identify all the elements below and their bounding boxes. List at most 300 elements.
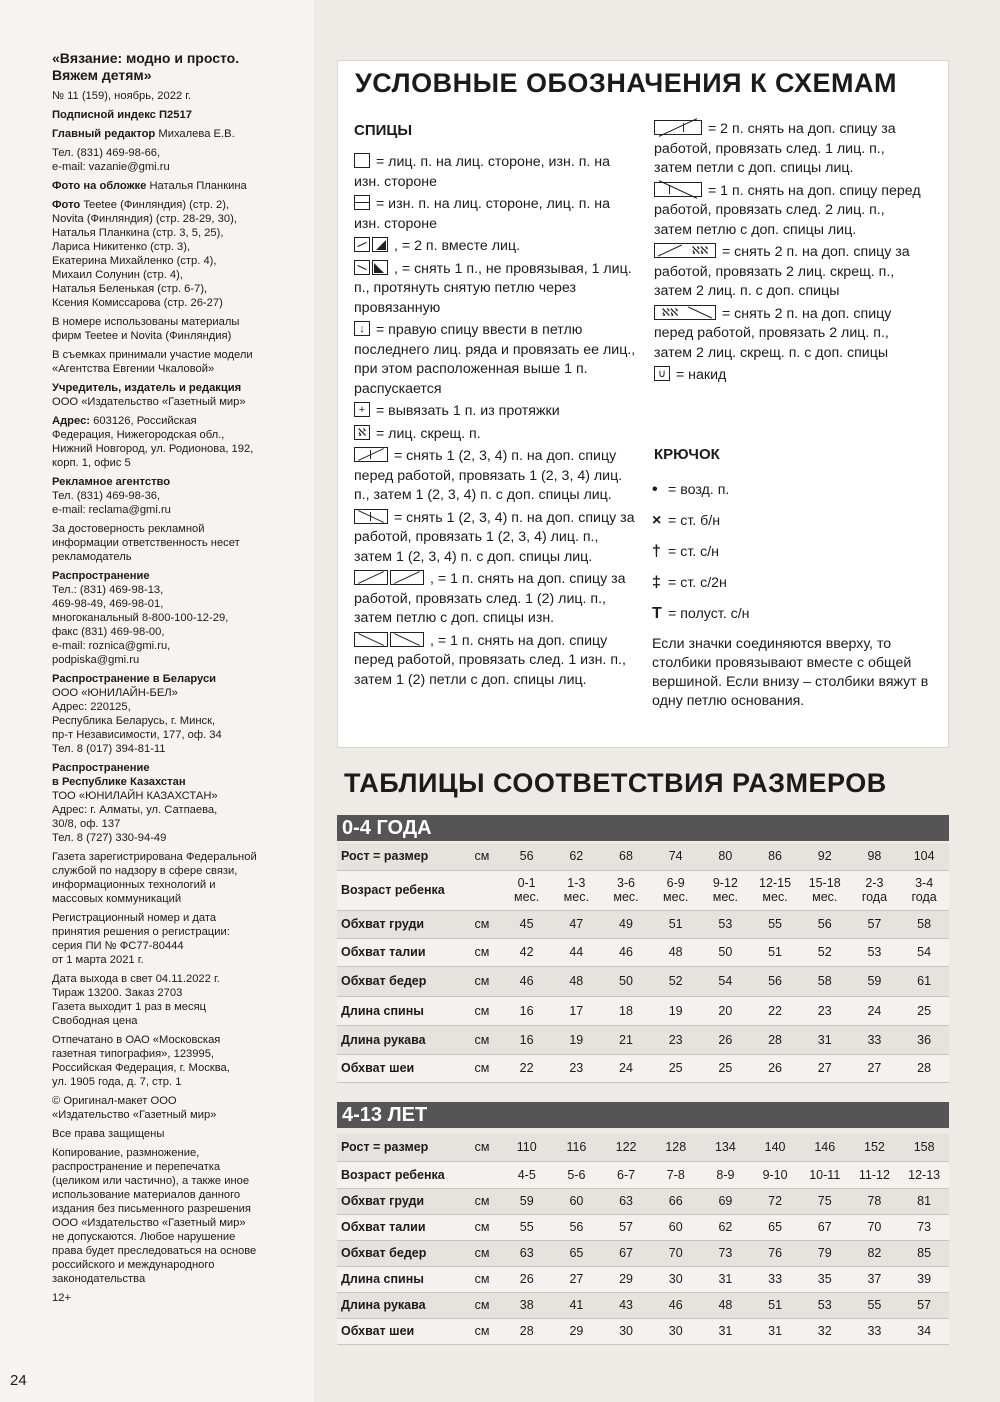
text-line: серия ПИ № ФС77-80444 bbox=[52, 940, 184, 952]
ad-agency-heading: Рекламное агентство bbox=[52, 476, 171, 488]
text-line: права будет преследоваться на основе bbox=[52, 1245, 257, 1257]
text-line: российского и международного bbox=[52, 1259, 215, 1271]
needles-heading: СПИЦЫ bbox=[354, 122, 413, 139]
text-line: Республика Беларусь, г. Минск, bbox=[52, 715, 216, 727]
legend-item bbox=[654, 366, 926, 386]
subscription-index: Подписной индекс П2517 bbox=[52, 109, 192, 121]
text-line: ООО «Издательство «Газетный мир» bbox=[52, 1217, 246, 1229]
table-cell: 26 bbox=[750, 1054, 800, 1082]
legend-item bbox=[354, 402, 636, 422]
cross-twisted-back-icon: ℵℵ bbox=[654, 243, 716, 258]
text-line: Регистрационный номер и дата bbox=[52, 912, 217, 924]
table-cell: 65 bbox=[750, 1214, 800, 1240]
text-line: Тел.: (831) 469-98-13, bbox=[52, 584, 164, 596]
table-cell: 15-18 мес. bbox=[800, 870, 850, 910]
address-line: Нижний Новгород, ул. Родионова, 192, bbox=[52, 443, 254, 455]
table-cell: 36 bbox=[899, 1025, 949, 1054]
row-label: Длина спины bbox=[337, 996, 462, 1025]
table-cell: 57 bbox=[601, 1214, 651, 1240]
table-cell: 42 bbox=[502, 938, 552, 966]
legend-item bbox=[354, 153, 636, 192]
rights-reserved: Все права защищены bbox=[52, 1128, 165, 1140]
table-cell: 98 bbox=[850, 843, 900, 870]
text-line: факс (831) 469-98-00, bbox=[52, 626, 165, 638]
legend-text: = ст. б/н bbox=[668, 513, 721, 529]
cable-front-icon bbox=[354, 447, 388, 462]
belarus-heading: Распространение в Беларуси bbox=[52, 673, 217, 685]
table-cell: 35 bbox=[800, 1266, 850, 1292]
row-unit: см bbox=[462, 1134, 502, 1161]
table-cell: 8-9 bbox=[701, 1161, 751, 1188]
table-cell: 51 bbox=[750, 1292, 800, 1318]
ad-agency-phone: Тел. (831) 469-98-36, bbox=[52, 490, 161, 502]
legend-item bbox=[654, 182, 926, 241]
table-cell: 22 bbox=[750, 996, 800, 1025]
legend-item bbox=[652, 542, 932, 562]
legend-item bbox=[354, 447, 636, 506]
table-cell: 50 bbox=[701, 938, 751, 966]
text-line: podpiska@gmi.ru bbox=[52, 654, 140, 666]
needles-legend-left bbox=[354, 153, 636, 693]
double-crochet-icon: † bbox=[652, 543, 661, 560]
legend-item bbox=[354, 570, 636, 629]
table-cell: 57 bbox=[850, 910, 900, 938]
text-line: Копирование, размножение, bbox=[52, 1147, 200, 1159]
row-unit: см bbox=[462, 1292, 502, 1318]
table-cell: 10-11 bbox=[800, 1161, 850, 1188]
legend-text: , = 2 п. вместе лиц. bbox=[393, 238, 521, 254]
single-crochet-icon: × bbox=[652, 512, 662, 529]
magazine-title: «Вязание: модно и просто. Вяжем детям» bbox=[52, 50, 240, 83]
table-cell: 20 bbox=[701, 996, 751, 1025]
table-cell: 62 bbox=[701, 1214, 751, 1240]
table-cell: 6-7 bbox=[601, 1161, 651, 1188]
table-cell: 19 bbox=[551, 1025, 601, 1054]
cover-photo-name: Наталья Планкина bbox=[149, 180, 247, 192]
belarus-block bbox=[52, 672, 284, 756]
legend-text: = снять 2 п. на доп. спицу за работой, провязать 2 лиц. скрещ. п., затем 2 лиц. п. с доп. спицы bbox=[654, 244, 910, 299]
ad-agency-block bbox=[52, 475, 284, 517]
legend-text: , = 1 п. снять на доп. спицу за работой, провязать след. 1 (2) лиц. п., затем петлю с доп. спицы изн. bbox=[354, 571, 626, 626]
k2tog-filled-icon bbox=[372, 237, 388, 252]
crochet-note: Если значки соединяются вверху, то столбики провязывают вместе с общей вершиной. Если внизу – столбики вяжут в одну петлю основания. bbox=[652, 636, 929, 709]
text-line: от 1 марта 2021 г. bbox=[52, 954, 144, 966]
cross-twisted-front-icon: ℵℵ bbox=[654, 305, 716, 320]
table-row bbox=[337, 910, 949, 938]
legend-item bbox=[652, 573, 932, 593]
table-cell: 86 bbox=[750, 843, 800, 870]
table-cell: 63 bbox=[502, 1240, 552, 1266]
cross-1-2-front-icon bbox=[654, 182, 702, 197]
legend-text: = изн. п. на лиц. стороне, лиц. п. на изн. стороне bbox=[354, 196, 610, 232]
table-cell: 152 bbox=[850, 1134, 900, 1161]
table-cell: 22 bbox=[502, 1054, 552, 1082]
row-unit bbox=[462, 870, 502, 910]
ssk-icon bbox=[354, 260, 370, 275]
table-cell: 122 bbox=[601, 1134, 651, 1161]
legend-item bbox=[354, 425, 636, 445]
legend-text: = 1 п. снять на доп. спицу перед работой, провязать след. 2 лиц. п., затем петлю с доп. спицы лиц. bbox=[654, 182, 921, 238]
table-head-0-4: 0-4 ГОДА bbox=[337, 815, 949, 841]
table-cell: 16 bbox=[502, 996, 552, 1025]
table-cell: 54 bbox=[701, 966, 751, 996]
legend-text: = вывязать 1 п. из протяжки bbox=[375, 403, 560, 419]
text-line: пр-т Независимости, 177, оф. 34 bbox=[52, 729, 222, 741]
table-head-4-13: 4-13 ЛЕТ bbox=[337, 1102, 949, 1128]
table-cell: 51 bbox=[651, 910, 701, 938]
row-unit: см bbox=[462, 1318, 502, 1344]
table-cell: 19 bbox=[651, 996, 701, 1025]
table-cell: 9-12 мес. bbox=[701, 870, 751, 910]
table-cell: 33 bbox=[850, 1025, 900, 1054]
table-cell: 50 bbox=[601, 966, 651, 996]
table-row bbox=[337, 1025, 949, 1054]
table-cell: 73 bbox=[899, 1214, 949, 1240]
table-cell: 56 bbox=[800, 910, 850, 938]
kazakhstan-block bbox=[52, 761, 284, 845]
table-cell: 32 bbox=[800, 1318, 850, 1344]
photo-credit: Екатерина Михайленко (стр. 4), bbox=[52, 255, 217, 267]
table-cell: 7-8 bbox=[651, 1161, 701, 1188]
photo-credit: Наталья Планкина (стр. 3, 5, 25), bbox=[52, 227, 224, 239]
text-line: «Издательство «Газетный мир» bbox=[52, 1109, 217, 1121]
models-note bbox=[52, 348, 284, 376]
table-cell: 26 bbox=[502, 1266, 552, 1292]
table-cell: 43 bbox=[601, 1292, 651, 1318]
legend-text: , = 1 п. снять на доп. спицу перед работой, провязать след. 1 изн. п., затем 1 (2) петли с доп. спицы лиц. bbox=[354, 632, 626, 688]
table-cell: 134 bbox=[701, 1134, 751, 1161]
table-cell: 31 bbox=[701, 1266, 751, 1292]
cover-photo-label: Фото на обложке bbox=[52, 180, 147, 192]
table-cell: 3-6 мес. bbox=[601, 870, 651, 910]
table-cell: 33 bbox=[850, 1318, 900, 1344]
table-cell: 81 bbox=[899, 1188, 949, 1214]
legend-text: = возд. п. bbox=[668, 482, 730, 498]
table-cell: 0-1 мес. bbox=[502, 870, 552, 910]
table-cell: 30 bbox=[651, 1266, 701, 1292]
table-cell: 12-13 bbox=[899, 1161, 949, 1188]
treble-crochet-icon: ‡ bbox=[652, 574, 661, 591]
legend-item bbox=[354, 321, 636, 399]
photo-credit: Михаил Солунин (стр. 4), bbox=[52, 269, 183, 281]
table-row bbox=[337, 996, 949, 1025]
text-line: службой по надзору в сфере связи, bbox=[52, 865, 238, 877]
table-cell: 158 bbox=[899, 1134, 949, 1161]
table-cell: 25 bbox=[651, 1054, 701, 1082]
contact-phone: Тел. (831) 469-98-66, bbox=[52, 147, 161, 159]
legend-item bbox=[652, 511, 932, 531]
copyright-block bbox=[52, 1094, 284, 1122]
row-unit: см bbox=[462, 1240, 502, 1266]
row-unit: см bbox=[462, 966, 502, 996]
table-cell: 25 bbox=[701, 1054, 751, 1082]
text-line: Тираж 13200. Заказ 2703 bbox=[52, 987, 183, 999]
text-line: Свободная цена bbox=[52, 1015, 138, 1027]
legend-text: = лиц. п. на лиц. стороне, изн. п. на изн. стороне bbox=[354, 154, 610, 190]
text-line: Отпечатано в ОАО «Московская bbox=[52, 1034, 221, 1046]
table-cell: 33 bbox=[750, 1266, 800, 1292]
table-cell: 18 bbox=[601, 996, 651, 1025]
table-cell: 23 bbox=[651, 1025, 701, 1054]
row-label: Возраст ребенка bbox=[337, 870, 462, 910]
text-line: законодательства bbox=[52, 1273, 146, 1285]
table-cell: 60 bbox=[651, 1214, 701, 1240]
row-unit: см bbox=[462, 1214, 502, 1240]
table-cell: 85 bbox=[899, 1240, 949, 1266]
registration-note bbox=[52, 850, 284, 906]
crochet-legend bbox=[652, 480, 932, 711]
table-cell: 28 bbox=[502, 1318, 552, 1344]
cable-back-icon bbox=[354, 509, 388, 524]
editor-in-chief bbox=[52, 127, 284, 141]
table-cell: 67 bbox=[800, 1214, 850, 1240]
text-line: Газета выходит 1 раз в месяц bbox=[52, 1001, 207, 1013]
table-cell: 24 bbox=[850, 996, 900, 1025]
legend-item bbox=[654, 243, 926, 302]
kazakhstan-heading: в Республике Казахстан bbox=[52, 776, 186, 788]
table-cell: 28 bbox=[750, 1025, 800, 1054]
table-cell: 76 bbox=[750, 1240, 800, 1266]
row-label: Обхват шеи bbox=[337, 1318, 462, 1344]
row-label: Обхват талии bbox=[337, 938, 462, 966]
row-label: Длина рукава bbox=[337, 1025, 462, 1054]
table-cell: 31 bbox=[701, 1318, 751, 1344]
text-line: массовых коммуникаций bbox=[52, 893, 182, 905]
table-cell: 51 bbox=[750, 938, 800, 966]
table-cell: 39 bbox=[899, 1266, 949, 1292]
table-row bbox=[337, 870, 949, 910]
table-cell: 38 bbox=[502, 1292, 552, 1318]
purl-stitch-icon bbox=[354, 195, 370, 210]
text-line: e-mail: roznica@gmi.ru, bbox=[52, 640, 171, 652]
legend-text: = ст. с/н bbox=[668, 544, 719, 560]
row-unit bbox=[462, 1161, 502, 1188]
table-cell: 128 bbox=[651, 1134, 701, 1161]
table-cell: 56 bbox=[502, 843, 552, 870]
table-cell: 37 bbox=[850, 1266, 900, 1292]
release-info bbox=[52, 972, 284, 1028]
photo-credit: Teetee (Финляндия) (стр. 2), bbox=[83, 199, 230, 211]
cross-front-purl-alt-icon bbox=[390, 632, 424, 647]
text-line: Российская Федерация, г. Москва, bbox=[52, 1062, 230, 1074]
cross-back-purl-alt-icon bbox=[390, 570, 424, 585]
table-cell: 23 bbox=[800, 996, 850, 1025]
table-cell: 57 bbox=[899, 1292, 949, 1318]
table-row bbox=[337, 938, 949, 966]
text-line: Тел. 8 (727) 330-94-49 bbox=[52, 832, 167, 844]
table-cell: 74 bbox=[651, 843, 701, 870]
table-cell: 82 bbox=[850, 1240, 900, 1266]
table-row bbox=[337, 1161, 949, 1188]
photo-credit: Ксения Комиссарова (стр. 26-27) bbox=[52, 297, 223, 309]
legend-item bbox=[354, 260, 636, 319]
legend-item bbox=[354, 509, 636, 568]
table-cell: 12-15 мес. bbox=[750, 870, 800, 910]
yarn-over-icon: ∪ bbox=[654, 366, 670, 381]
contact-block bbox=[52, 146, 284, 174]
table-cell: 58 bbox=[800, 966, 850, 996]
row-label: Рост = размер bbox=[337, 1134, 462, 1161]
knit-stitch-icon bbox=[354, 153, 370, 168]
table-cell: 23 bbox=[551, 1054, 601, 1082]
founder-heading: Учредитель, издатель и редакция bbox=[52, 382, 242, 394]
table-cell: 27 bbox=[850, 1054, 900, 1082]
table-cell: 31 bbox=[800, 1025, 850, 1054]
table-row bbox=[337, 1188, 949, 1214]
row-label: Обхват бедер bbox=[337, 1240, 462, 1266]
table-cell: 1-3 мес. bbox=[551, 870, 601, 910]
table-cell: 61 bbox=[899, 966, 949, 996]
size-tables-title: ТАБЛИЦЫ СООТВЕТСТВИЯ РАЗМЕРОВ bbox=[344, 768, 887, 798]
photo-credit: Наталья Беленькая (стр. 6-7), bbox=[52, 283, 208, 295]
table-cell: 56 bbox=[750, 966, 800, 996]
kazakhstan-heading: Распространение bbox=[52, 762, 150, 774]
table-row bbox=[337, 1240, 949, 1266]
legend-title: УСЛОВНЫЕ ОБОЗНАЧЕНИЯ К СХЕМАМ bbox=[355, 68, 898, 98]
legend-item bbox=[654, 120, 926, 179]
table-row bbox=[337, 843, 949, 870]
text-line: ТОО «ЮНИЛАЙН КАЗАХСТАН» bbox=[52, 790, 218, 802]
text-line: принятия решения о регистрации: bbox=[52, 926, 230, 938]
legend-item bbox=[354, 632, 636, 691]
table-cell: 70 bbox=[651, 1240, 701, 1266]
table-cell: 48 bbox=[551, 966, 601, 996]
table-cell: 29 bbox=[552, 1318, 602, 1344]
row-label: Обхват бедер bbox=[337, 966, 462, 996]
table-cell: 29 bbox=[601, 1266, 651, 1292]
ad-agency-email: e-mail: reclama@gmi.ru bbox=[52, 504, 171, 516]
editor-label: Главный редактор bbox=[52, 128, 156, 140]
printing-info bbox=[52, 1033, 284, 1089]
row-label: Рост = размер bbox=[337, 843, 462, 870]
text-line: фирм Teetee и Novita (Финляндия) bbox=[52, 330, 232, 342]
table-cell: 62 bbox=[551, 843, 601, 870]
table-cell: 79 bbox=[800, 1240, 850, 1266]
text-line: Адрес: 220125, bbox=[52, 701, 131, 713]
size-table-0-4 bbox=[337, 843, 949, 1083]
needles-legend-right bbox=[654, 120, 926, 389]
cross-2-1-back-icon bbox=[654, 120, 702, 135]
make-one-icon: + bbox=[354, 402, 370, 417]
table-cell: 110 bbox=[502, 1134, 552, 1161]
photo-credit: Лариса Никитенко (стр. 3), bbox=[52, 241, 191, 253]
table-cell: 2-3 года bbox=[850, 870, 900, 910]
table-cell: 75 bbox=[800, 1188, 850, 1214]
table-cell: 41 bbox=[552, 1292, 602, 1318]
legend-text: = снять 1 (2, 3, 4) п. на доп. спицу за работой, провязать 1 (2, 3, 4) лиц. п., затем 1 (2, 3, 4) п. с доп. спицы лиц. bbox=[354, 509, 635, 565]
page-number: 24 bbox=[10, 1372, 27, 1389]
address-block bbox=[52, 414, 284, 470]
table-cell: 45 bbox=[502, 910, 552, 938]
row-label: Обхват талии bbox=[337, 1214, 462, 1240]
distribution-heading: Распространение bbox=[52, 570, 150, 582]
legend-text: = лиц. скрещ. п. bbox=[375, 425, 481, 442]
cross-front-purl-icon bbox=[354, 632, 388, 647]
legend-item bbox=[652, 480, 932, 500]
table-cell: 27 bbox=[800, 1054, 850, 1082]
text-line: 469-98-49, 469-98-01, bbox=[52, 598, 164, 610]
table-cell: 72 bbox=[750, 1188, 800, 1214]
cover-photo-credit bbox=[52, 179, 284, 193]
table-row bbox=[337, 1134, 949, 1161]
text-line: В номере использованы материалы bbox=[52, 316, 240, 328]
table-cell: 9-10 bbox=[750, 1161, 800, 1188]
text-line: © Оригинал-макет ООО bbox=[52, 1095, 177, 1107]
row-unit: см bbox=[462, 1025, 502, 1054]
table-cell: 66 bbox=[651, 1188, 701, 1214]
founder-name: ООО «Издательство «Газетный мир» bbox=[52, 396, 246, 408]
row-label: Обхват шеи bbox=[337, 1054, 462, 1082]
table-cell: 65 bbox=[552, 1240, 602, 1266]
text-line: В съемках принимали участие модели bbox=[52, 349, 253, 361]
legend-text: = снять 1 (2, 3, 4) п. на доп. спицу перед работой, провязать 1 (2, 3, 4) лиц. п., затем 1 (2, 3, 4) п. с доп. спицы лиц. bbox=[354, 448, 623, 503]
issue-info: № 11 (159), ноябрь, 2022 г. bbox=[52, 90, 192, 102]
legend-item bbox=[652, 604, 932, 624]
text-line: Газета зарегистрирована Федеральной bbox=[52, 851, 257, 863]
text-line: (целиком или частично), а также иное bbox=[52, 1175, 250, 1187]
row-unit: см bbox=[462, 996, 502, 1025]
table-cell: 44 bbox=[551, 938, 601, 966]
address-line: корп. 1, офис 5 bbox=[52, 457, 131, 469]
legend-item bbox=[354, 237, 636, 257]
table-row bbox=[337, 1292, 949, 1318]
table-cell: 3-4 года bbox=[899, 870, 949, 910]
registration-number bbox=[52, 911, 284, 967]
legend-text: = ст. с/2н bbox=[668, 575, 727, 591]
address-line: Федерация, Нижегородская обл., bbox=[52, 429, 225, 441]
row-label: Возраст ребенка bbox=[337, 1161, 462, 1188]
size-table-4-13 bbox=[337, 1134, 949, 1345]
table-cell: 34 bbox=[899, 1318, 949, 1344]
copy-notice bbox=[52, 1146, 284, 1286]
table-cell: 59 bbox=[850, 966, 900, 996]
table-cell: 5-6 bbox=[552, 1161, 602, 1188]
table-cell: 16 bbox=[502, 1025, 552, 1054]
table-cell: 55 bbox=[750, 910, 800, 938]
legend-item bbox=[654, 305, 926, 364]
text-line: издания без письменного разрешения bbox=[52, 1203, 251, 1215]
row-unit: см bbox=[462, 1054, 502, 1082]
row-unit: см bbox=[462, 910, 502, 938]
text-line: газетная типография», 123995, bbox=[52, 1048, 215, 1060]
chain-stitch-icon: • bbox=[652, 481, 658, 498]
table-cell: 56 bbox=[552, 1214, 602, 1240]
k2tog-icon bbox=[354, 237, 370, 252]
text-line: Дата выхода в свет 04.11.2022 г. bbox=[52, 973, 220, 985]
text-line: рекламодатель bbox=[52, 551, 132, 563]
table-cell: 24 bbox=[601, 1054, 651, 1082]
knit-below-icon: ↓ bbox=[354, 321, 370, 336]
table-cell: 27 bbox=[552, 1266, 602, 1292]
table-cell: 28 bbox=[899, 1054, 949, 1082]
legend-text: = полуст. с/н bbox=[668, 606, 750, 622]
twisted-knit-icon: ℵ bbox=[354, 425, 370, 440]
text-line: «Агентства Евгении Чкаловой» bbox=[52, 363, 215, 375]
legend-text: = снять 2 п. на доп. спицу перед работой, провязать 2 лиц. п., затем 2 лиц. скрещ. п. с доп. спицы bbox=[654, 305, 892, 361]
table-cell: 68 bbox=[601, 843, 651, 870]
editor-name: Михалева Е.В. bbox=[158, 128, 235, 140]
text-line: ул. 1905 года, д. 7, стр. 1 bbox=[52, 1076, 182, 1088]
age-rating: 12+ bbox=[52, 1292, 71, 1304]
table-cell: 80 bbox=[701, 843, 751, 870]
cross-back-purl-icon bbox=[354, 570, 388, 585]
text-line: ООО «ЮНИЛАЙН-БЕЛ» bbox=[52, 687, 178, 699]
row-label: Длина рукава bbox=[337, 1292, 462, 1318]
row-label: Обхват груди bbox=[337, 1188, 462, 1214]
table-cell: 53 bbox=[850, 938, 900, 966]
table-cell: 46 bbox=[502, 966, 552, 996]
text-line: распространение и перепечатка bbox=[52, 1161, 221, 1173]
